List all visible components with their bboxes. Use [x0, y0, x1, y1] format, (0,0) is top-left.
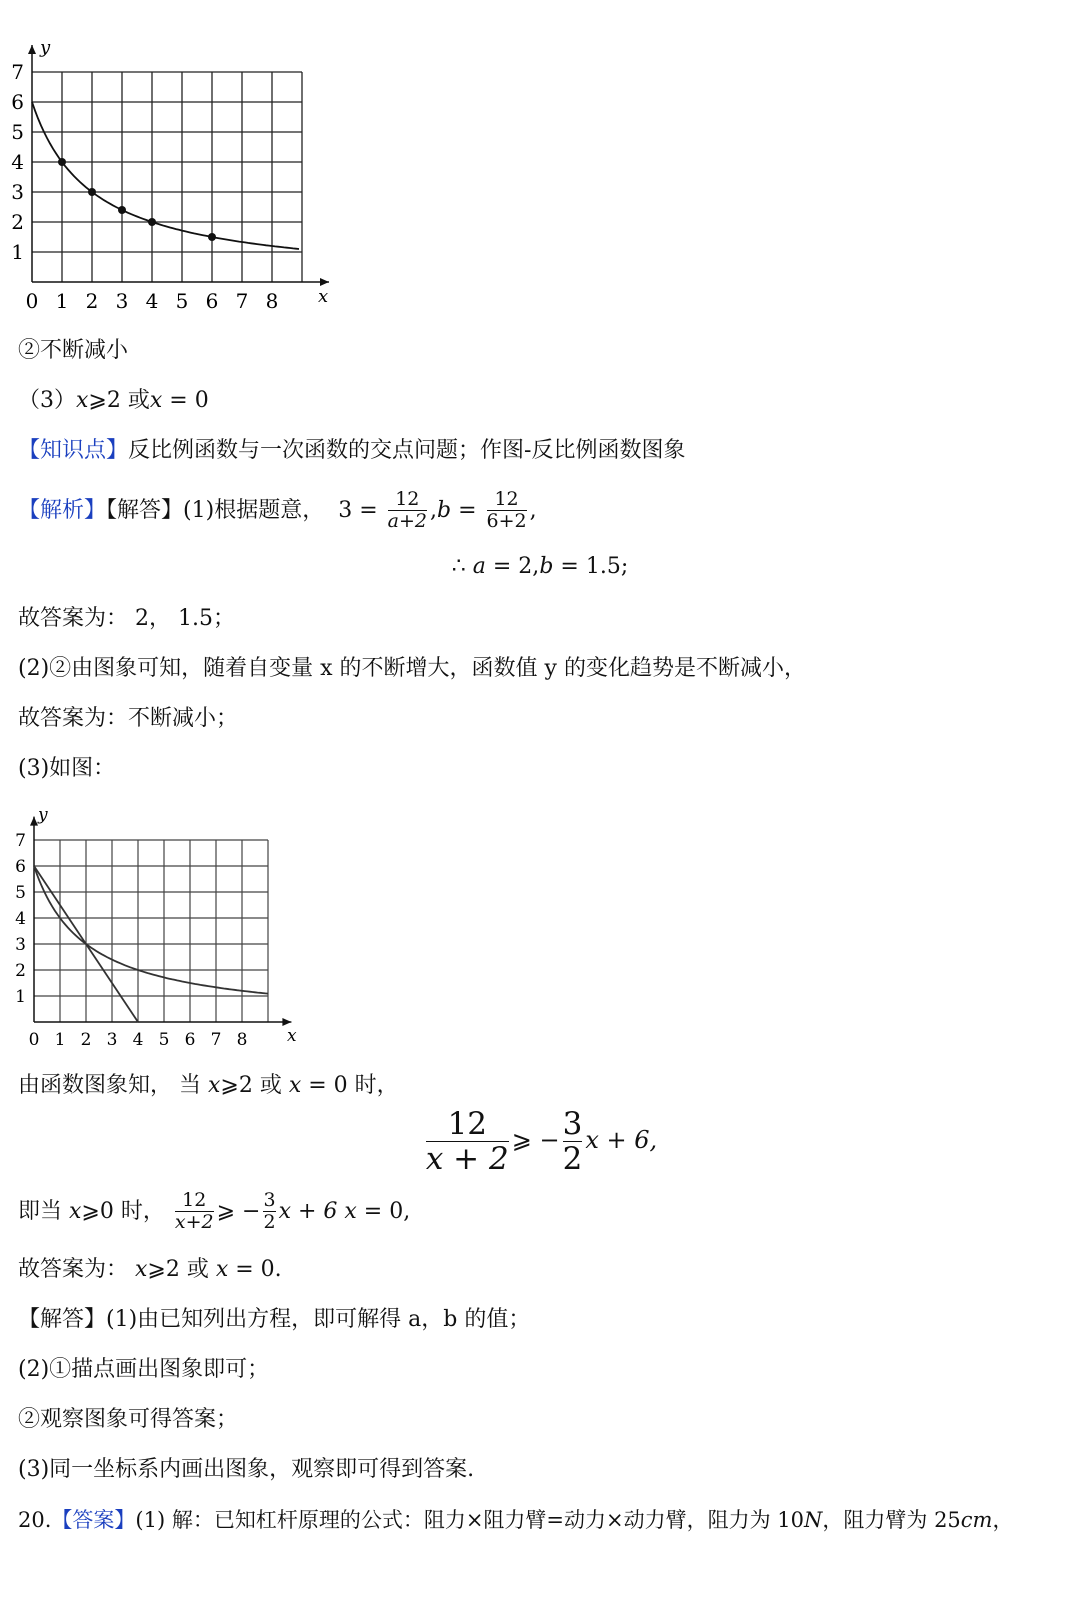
- from-graph-line: [18, 1071, 399, 1101]
- q20-num: 20.: [18, 1508, 52, 1532]
- graph-2-x-label: x: [287, 1026, 297, 1046]
- eq2: =: [451, 498, 477, 523]
- q20-mid: ，阻力臂为 25: [822, 1508, 961, 1532]
- g1-x-tick: 6: [205, 289, 219, 313]
- graph-1-point: [58, 158, 66, 166]
- g1-y-tick: 7: [11, 60, 24, 84]
- graph-1-point: [118, 206, 126, 214]
- ineq-small-op: ⩾ −: [216, 1199, 261, 1224]
- ineq-small-frac-1-den: x+2: [174, 1211, 214, 1233]
- g2-y-tick: 2: [15, 960, 26, 981]
- g2-x-tick: 2: [80, 1030, 92, 1050]
- ineq-small-line: [18, 1188, 410, 1236]
- ineq-tail: x + 6,: [585, 1126, 658, 1155]
- analysis-line: [18, 488, 537, 534]
- ineq-op: ⩾ −: [511, 1126, 560, 1155]
- eq-b: b: [436, 498, 452, 523]
- q20-unit-cm: cm: [960, 1508, 993, 1532]
- graph-1-points: [58, 158, 216, 241]
- inequality-display: [0, 1108, 1080, 1175]
- answer-2: 故答案为：不断减小；: [18, 706, 239, 731]
- therefore-line: [0, 554, 1080, 579]
- graph-1: [0, 30, 360, 320]
- g1-x-tick: 3: [115, 289, 129, 313]
- g1-y-tick: 4: [11, 150, 24, 174]
- analysis-text: (1)根据题意，: [183, 498, 325, 523]
- g2-y-tick: 7: [15, 830, 26, 851]
- graph-1-grid: [32, 72, 302, 282]
- g2-y-tick: 4: [15, 908, 26, 929]
- graph-2-curve: [34, 866, 268, 994]
- ineq-small-x: x: [69, 1199, 82, 1224]
- graph-1-y-ticks: [11, 60, 24, 264]
- g2-x-arrow: [282, 1018, 291, 1026]
- ineq-frac-1-num: 12: [447, 1106, 488, 1142]
- answer-3-final: [18, 1255, 282, 1285]
- solve-3: (3)同一坐标系内画出图象，观察即可得到答案.: [18, 1457, 475, 1482]
- graph-1-point: [88, 188, 96, 196]
- g1-x-tick: 4: [145, 289, 159, 313]
- from-graph-x1: x: [208, 1073, 221, 1098]
- g2-x-tick: 3: [106, 1030, 118, 1050]
- knowledge-text: 反比例函数与一次函数的交点问题；作图-反比例函数图象: [128, 438, 686, 463]
- g2-y-arrow: [30, 817, 38, 826]
- g2-y-tick: 6: [15, 856, 26, 877]
- g2-x-tick: 1: [54, 1030, 66, 1050]
- p3-prefix: （3）: [18, 388, 76, 413]
- g2-x-tick: 8: [236, 1030, 248, 1050]
- eq-sep: ,: [429, 498, 437, 523]
- graph-1-point: [208, 233, 216, 241]
- g1-x-tick: 0: [25, 289, 39, 313]
- g1-x-tick: 1: [55, 289, 69, 313]
- g1-x-tick: 8: [265, 289, 279, 313]
- fraction-a-num: 12: [395, 488, 420, 511]
- q20-unit-n: N: [804, 1508, 823, 1532]
- answer-1: 故答案为： 2， 1.5；: [18, 606, 235, 631]
- q20-tag: 【答案】: [51, 1508, 136, 1532]
- g1-x-tick: 7: [235, 289, 249, 313]
- g1-x-arrow: [320, 278, 329, 286]
- knowledge-tag: 【知识点】: [18, 438, 129, 463]
- g2-x-tick: 5: [158, 1030, 170, 1050]
- g2-y-tick: 1: [15, 986, 26, 1007]
- therefore-a: a: [472, 554, 486, 579]
- g1-y-tick: 3: [11, 180, 24, 204]
- p3-var-x2: x: [149, 388, 163, 413]
- question-20: [18, 1505, 1013, 1535]
- fraction-b-den: 6+2: [486, 510, 527, 532]
- q20-text: (1) 解：已知杠杆原理的公式：阻力×阻力臂=动力×动力臂，阻力为 10: [135, 1508, 805, 1532]
- p3-var-x: x: [76, 388, 89, 413]
- ineq-small-frac-2-num: 3: [263, 1189, 276, 1212]
- ineq-small-t2: = 0,: [356, 1199, 411, 1224]
- graph-2-grid: [34, 840, 268, 1022]
- graph-2-x-ticks: [29, 1030, 248, 1050]
- from-graph-x2: x: [288, 1073, 302, 1098]
- ans3-t1: ⩾2 或: [147, 1257, 216, 1282]
- graph-2-y-ticks: [15, 831, 26, 1007]
- fraction-a: [388, 490, 427, 532]
- line-3: (3)如图：: [18, 756, 116, 781]
- answer-2-2: ②不断减小: [18, 338, 129, 363]
- line-2-2: (2)②由图象可知，随着自变量 x 的不断增大，函数值 y 的变化趋势是不断减小，: [18, 656, 806, 681]
- g2-x-tick: 7: [210, 1030, 222, 1050]
- from-graph-t1: ⩾2 或: [220, 1073, 289, 1098]
- fraction-b-num: 12: [494, 488, 519, 511]
- answer-tag: 【解答】: [106, 498, 184, 523]
- ineq-small-pre: 即当: [18, 1199, 69, 1224]
- graph-1-x-ticks: [26, 289, 279, 313]
- graph-1-curve: [32, 102, 299, 249]
- fraction-a-den: a+2: [387, 510, 427, 532]
- graph-2-y-label: y: [38, 805, 48, 825]
- p3-op2: = 0: [162, 388, 209, 413]
- ans3-pre: 故答案为：: [18, 1257, 135, 1282]
- graph-1-point: [148, 218, 156, 226]
- g2-x-tick: 6: [184, 1030, 196, 1050]
- g1-y-tick: 2: [11, 210, 24, 234]
- graph-1-x-label: x: [318, 286, 329, 307]
- from-graph-pre: 由函数图象知， 当: [18, 1073, 208, 1098]
- ans3-t2: = 0.: [228, 1257, 282, 1282]
- ans3-x1: x: [135, 1257, 148, 1282]
- therefore-b: b: [539, 554, 554, 579]
- solve-2-2: ②观察图象可得答案；: [18, 1407, 239, 1432]
- g2-x-tick: 0: [28, 1030, 40, 1050]
- graph-1-y-label: y: [40, 37, 51, 58]
- ans3-x2: x: [215, 1257, 229, 1282]
- therefore-symbol: ∴: [451, 554, 473, 579]
- ineq-small-tail: x + 6: [278, 1199, 345, 1224]
- analysis-tag: 【解析】: [18, 498, 107, 523]
- graph-2: [0, 800, 320, 1060]
- g1-y-tick: 1: [11, 240, 24, 264]
- ineq-frac-2-num: 3: [562, 1106, 583, 1142]
- ineq-small-frac-2-den: 2: [263, 1211, 276, 1233]
- solve-2-1: (2)①描点画出图象即可；: [18, 1357, 270, 1382]
- g1-x-tick: 5: [175, 289, 189, 313]
- fraction-b: [487, 490, 527, 532]
- ineq-frac-1-den: x + 2: [425, 1140, 509, 1177]
- g2-y-tick: 5: [15, 882, 26, 903]
- ineq-small-frac-2: [263, 1191, 275, 1233]
- g1-y-tick: 6: [11, 90, 24, 114]
- g1-y-arrow: [28, 45, 36, 54]
- solve-head: 【解答】(1)由已知列出方程，即可解得 a，b 的值；: [18, 1307, 531, 1332]
- ineq-small-t1: ⩾0 时，: [81, 1199, 165, 1224]
- ineq-frac-2: [563, 1108, 583, 1175]
- g2-y-tick: 3: [15, 934, 26, 955]
- g2-x-tick: 4: [132, 1030, 144, 1050]
- ineq-frac-2-den: 2: [562, 1140, 583, 1177]
- answer-3: [18, 386, 209, 416]
- g1-x-tick: 2: [85, 289, 99, 313]
- p3-op1: ⩾2 或: [88, 388, 150, 413]
- g1-y-tick: 5: [11, 120, 24, 144]
- therefore-t2: = 1.5;: [553, 554, 629, 579]
- eq-trail: ,: [529, 498, 537, 523]
- ineq-small-frac-1-num: 12: [182, 1189, 207, 1212]
- graph-2-axes: [30, 817, 291, 1026]
- from-graph-t2: = 0 时，: [301, 1073, 399, 1098]
- ineq-small-x2: x: [344, 1199, 357, 1224]
- ineq-small-frac-1: [175, 1191, 214, 1233]
- q20-end: ，: [992, 1508, 1014, 1532]
- graph-1-axes: [28, 45, 329, 286]
- therefore-t1: = 2,: [485, 554, 540, 579]
- eq-lhs: 3 =: [338, 498, 378, 523]
- ineq-frac-1: [426, 1108, 509, 1175]
- knowledge-point: [18, 436, 685, 466]
